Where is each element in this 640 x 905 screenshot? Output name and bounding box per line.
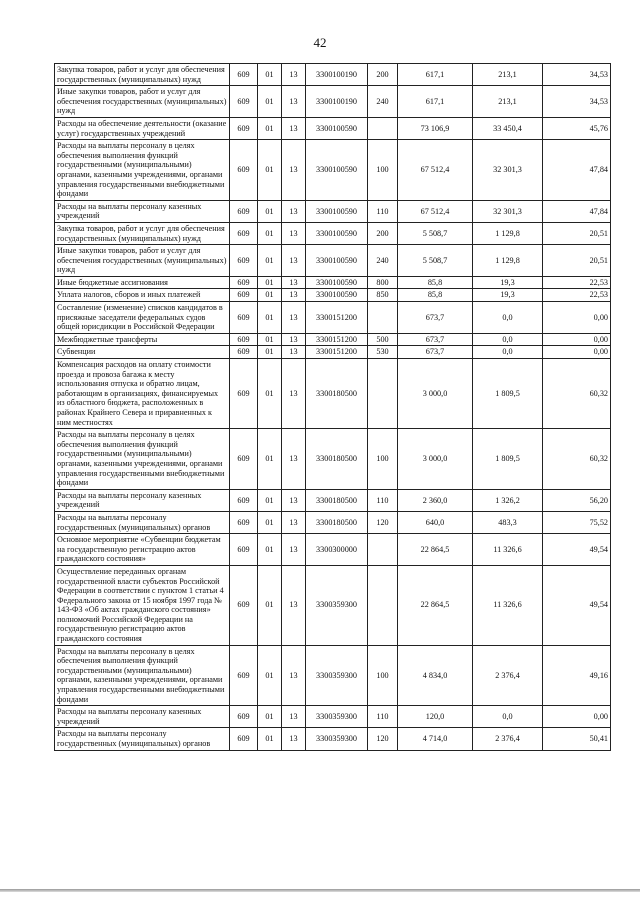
section-code: 01 [258,276,282,289]
table-row [55,645,611,706]
budget-item-name: Расходы на выплаты персоналу казенных учреждений [55,200,230,222]
expense-type-code: 100 [368,140,398,201]
footer-rule [0,889,640,892]
planned-amount: 673,7 [398,302,473,334]
subsection-code: 13 [282,429,306,490]
target-article-code: 3300100590 [306,222,368,244]
planned-amount: 3 000,0 [398,359,473,429]
budget-item-name: Закупка товаров, работ и услуг для обеспечения государственных (муниципальных) нужд [55,222,230,244]
planned-amount: 5 508,7 [398,245,473,277]
table-row [55,565,611,645]
section-code: 01 [258,302,282,334]
ministry-code: 609 [230,64,258,86]
target-article-code: 3300100590 [306,245,368,277]
expense-type-code [368,359,398,429]
execution-percent: 60,32 [543,429,611,490]
ministry-code: 609 [230,333,258,346]
planned-amount: 22 864,5 [398,534,473,566]
subsection-code: 13 [282,200,306,222]
expense-type-code [368,302,398,334]
executed-amount: 0,0 [473,706,543,728]
budget-item-name: Иные закупки товаров, работ и услуг для обеспечения государственных (муниципальных) нужд [55,245,230,277]
budget-item-name: Иные закупки товаров, работ и услуг для обеспечения государственных (муниципальных) нужд [55,86,230,118]
section-code: 01 [258,565,282,645]
ministry-code: 609 [230,429,258,490]
executed-amount: 33 450,4 [473,117,543,139]
execution-percent: 34,53 [543,86,611,118]
section-code: 01 [258,346,282,359]
target-article-code: 3300359300 [306,706,368,728]
expense-type-code [368,117,398,139]
planned-amount: 22 864,5 [398,565,473,645]
budget-item-name: Субвенции [55,346,230,359]
budget-item-name: Иные бюджетные ассигнования [55,276,230,289]
page-number: 42 [313,35,327,50]
section-code: 01 [258,86,282,118]
budget-item-name: Уплата налогов, сборов и иных платежей [55,289,230,302]
table-row [55,289,611,302]
budget-item-name: Расходы на выплаты персоналу в целях обеспечения выполнения функций государственными (муниципальными) органами, казенными учреждениями, органами управления государственными внебюджетными фондами [55,645,230,706]
target-article-code: 3300151200 [306,302,368,334]
section-code: 01 [258,645,282,706]
subsection-code: 13 [282,64,306,86]
table-row [55,706,611,728]
target-article-code: 3300300000 [306,534,368,566]
executed-amount: 0,0 [473,346,543,359]
subsection-code: 13 [282,645,306,706]
expense-type-code [368,534,398,566]
planned-amount: 85,8 [398,276,473,289]
planned-amount: 617,1 [398,86,473,118]
executed-amount: 32 301,3 [473,140,543,201]
budget-table-body [55,64,611,751]
table-row [55,140,611,201]
target-article-code: 3300100590 [306,289,368,302]
executed-amount: 11 326,6 [473,534,543,566]
target-article-code: 3300151200 [306,333,368,346]
target-article-code: 3300180500 [306,489,368,511]
section-code: 01 [258,200,282,222]
ministry-code: 609 [230,86,258,118]
executed-amount: 1 809,5 [473,359,543,429]
target-article-code: 3300100590 [306,117,368,139]
subsection-code: 13 [282,706,306,728]
planned-amount: 617,1 [398,64,473,86]
subsection-code: 13 [282,346,306,359]
target-article-code: 3300359300 [306,565,368,645]
budget-item-name: Расходы на выплаты персоналу в целях обеспечения выполнения функций государственными (муниципальными) органами, казенными учреждениями, органами управления государственными внебюджетными фондами [55,429,230,490]
table-row [55,117,611,139]
budget-item-name: Расходы на выплаты персоналу государственных (муниципальных) органов [55,728,230,750]
section-code: 01 [258,117,282,139]
ministry-code: 609 [230,140,258,201]
subsection-code: 13 [282,489,306,511]
section-code: 01 [258,534,282,566]
ministry-code: 609 [230,645,258,706]
planned-amount: 5 508,7 [398,222,473,244]
planned-amount: 673,7 [398,346,473,359]
expense-type-code: 110 [368,706,398,728]
execution-percent: 22,53 [543,289,611,302]
table-row [55,534,611,566]
execution-percent: 22,53 [543,276,611,289]
table-row [55,429,611,490]
ministry-code: 609 [230,302,258,334]
executed-amount: 2 376,4 [473,645,543,706]
target-article-code: 3300151200 [306,346,368,359]
section-code: 01 [258,140,282,201]
executed-amount: 19,3 [473,289,543,302]
table-row [55,346,611,359]
ministry-code: 609 [230,117,258,139]
executed-amount: 0,0 [473,302,543,334]
target-article-code: 3300100590 [306,140,368,201]
budget-item-name: Расходы на выплаты персоналу казенных учреждений [55,489,230,511]
executed-amount: 213,1 [473,64,543,86]
execution-percent: 75,52 [543,511,611,533]
section-code: 01 [258,706,282,728]
expense-type-code: 200 [368,222,398,244]
section-code: 01 [258,245,282,277]
subsection-code: 13 [282,534,306,566]
executed-amount: 0,0 [473,333,543,346]
budget-table [54,63,611,751]
execution-percent: 56,20 [543,489,611,511]
expense-type-code: 500 [368,333,398,346]
expense-type-code: 800 [368,276,398,289]
table-row [55,333,611,346]
table-row [55,222,611,244]
table-row [55,511,611,533]
planned-amount: 67 512,4 [398,140,473,201]
executed-amount: 213,1 [473,86,543,118]
subsection-code: 13 [282,289,306,302]
section-code: 01 [258,429,282,490]
subsection-code: 13 [282,302,306,334]
section-code: 01 [258,359,282,429]
planned-amount: 73 106,9 [398,117,473,139]
table-row [55,64,611,86]
budget-item-name: Компенсация расходов на оплату стоимости проезда и провоза багажа к месту использования отпуска и обратно лицам, работающим в организациях, финансируемых из областного бюджета, расположенных в районах Крайнего Севера и приравненных к ним местностях [55,359,230,429]
planned-amount: 4 714,0 [398,728,473,750]
table-row [55,728,611,750]
target-article-code: 3300100590 [306,276,368,289]
subsection-code: 13 [282,565,306,645]
budget-item-name: Расходы на выплаты персоналу государственных (муниципальных) органов [55,511,230,533]
planned-amount: 4 834,0 [398,645,473,706]
planned-amount: 673,7 [398,333,473,346]
target-article-code: 3300180500 [306,511,368,533]
execution-percent: 49,16 [543,645,611,706]
ministry-code: 609 [230,706,258,728]
execution-percent: 50,41 [543,728,611,750]
target-article-code: 3300180500 [306,429,368,490]
execution-percent: 34,53 [543,64,611,86]
ministry-code: 609 [230,276,258,289]
table-row [55,359,611,429]
executed-amount: 19,3 [473,276,543,289]
section-code: 01 [258,511,282,533]
section-code: 01 [258,333,282,346]
section-code: 01 [258,64,282,86]
planned-amount: 85,8 [398,289,473,302]
budget-item-name: Расходы на выплаты персоналу в целях обеспечения выполнения функций государственными (муниципальными) органами, казенными учреждениями, органами управления государственными внебюджетными фондами [55,140,230,201]
ministry-code: 609 [230,728,258,750]
executed-amount: 1 129,8 [473,245,543,277]
executed-amount: 483,3 [473,511,543,533]
table-row [55,245,611,277]
ministry-code: 609 [230,511,258,533]
ministry-code: 609 [230,222,258,244]
subsection-code: 13 [282,86,306,118]
execution-percent: 45,76 [543,117,611,139]
target-article-code: 3300100190 [306,86,368,118]
subsection-code: 13 [282,222,306,244]
expense-type-code: 110 [368,200,398,222]
subsection-code: 13 [282,359,306,429]
executed-amount: 11 326,6 [473,565,543,645]
target-article-code: 3300100590 [306,200,368,222]
expense-type-code: 100 [368,429,398,490]
table-row [55,302,611,334]
expense-type-code: 120 [368,728,398,750]
ministry-code: 609 [230,200,258,222]
expense-type-code: 110 [368,489,398,511]
planned-amount: 67 512,4 [398,200,473,222]
table-row [55,86,611,118]
executed-amount: 32 301,3 [473,200,543,222]
execution-percent: 20,51 [543,245,611,277]
ministry-code: 609 [230,359,258,429]
subsection-code: 13 [282,117,306,139]
executed-amount: 1 129,8 [473,222,543,244]
target-article-code: 3300359300 [306,728,368,750]
executed-amount: 2 376,4 [473,728,543,750]
execution-percent: 47,84 [543,140,611,201]
ministry-code: 609 [230,565,258,645]
budget-item-name: Основное мероприятие «Субвенции бюджетам на государственную регистрацию актов гражданского состояния» [55,534,230,566]
ministry-code: 609 [230,289,258,302]
expense-type-code: 530 [368,346,398,359]
budget-item-name: Расходы на обеспечение деятельности (оказание услуг) государственных учреждений [55,117,230,139]
execution-percent: 49,54 [543,534,611,566]
target-article-code: 3300180500 [306,359,368,429]
execution-percent: 60,32 [543,359,611,429]
expense-type-code: 200 [368,64,398,86]
ministry-code: 609 [230,534,258,566]
target-article-code: 3300100190 [306,64,368,86]
subsection-code: 13 [282,276,306,289]
table-row [55,200,611,222]
ministry-code: 609 [230,489,258,511]
execution-percent: 0,00 [543,302,611,334]
target-article-code: 3300359300 [306,645,368,706]
expense-type-code: 120 [368,511,398,533]
executed-amount: 1 326,2 [473,489,543,511]
ministry-code: 609 [230,346,258,359]
planned-amount: 3 000,0 [398,429,473,490]
expense-type-code: 850 [368,289,398,302]
table-row [55,276,611,289]
table-row [55,489,611,511]
execution-percent: 0,00 [543,333,611,346]
execution-percent: 0,00 [543,706,611,728]
budget-item-name: Составление (изменение) списков кандидатов в присяжные заседатели федеральных судов общей юрисдикции в Российской Федерации [55,302,230,334]
executed-amount: 1 809,5 [473,429,543,490]
subsection-code: 13 [282,140,306,201]
section-code: 01 [258,489,282,511]
planned-amount: 640,0 [398,511,473,533]
execution-percent: 47,84 [543,200,611,222]
planned-amount: 2 360,0 [398,489,473,511]
expense-type-code: 240 [368,86,398,118]
subsection-code: 13 [282,511,306,533]
expense-type-code: 240 [368,245,398,277]
execution-percent: 20,51 [543,222,611,244]
section-code: 01 [258,289,282,302]
budget-item-name: Осуществление переданных органам государственной власти субъектов Российской Федерации в соответствии с пунктом 1 статьи 4 Федерального закона от 15 ноября 1997 года № 143-ФЗ «Об актах гражданского состояния» полномочий Российской Федерации на государственную регистрацию актов гражданского состояния [55,565,230,645]
budget-item-name: Межбюджетные трансферты [55,333,230,346]
ministry-code: 609 [230,245,258,277]
budget-item-name: Закупка товаров, работ и услуг для обеспечения государственных (муниципальных) нужд [55,64,230,86]
expense-type-code [368,565,398,645]
execution-percent: 0,00 [543,346,611,359]
expense-type-code: 100 [368,645,398,706]
section-code: 01 [258,728,282,750]
subsection-code: 13 [282,245,306,277]
subsection-code: 13 [282,333,306,346]
subsection-code: 13 [282,728,306,750]
planned-amount: 120,0 [398,706,473,728]
budget-item-name: Расходы на выплаты персоналу казенных учреждений [55,706,230,728]
section-code: 01 [258,222,282,244]
execution-percent: 49,54 [543,565,611,645]
